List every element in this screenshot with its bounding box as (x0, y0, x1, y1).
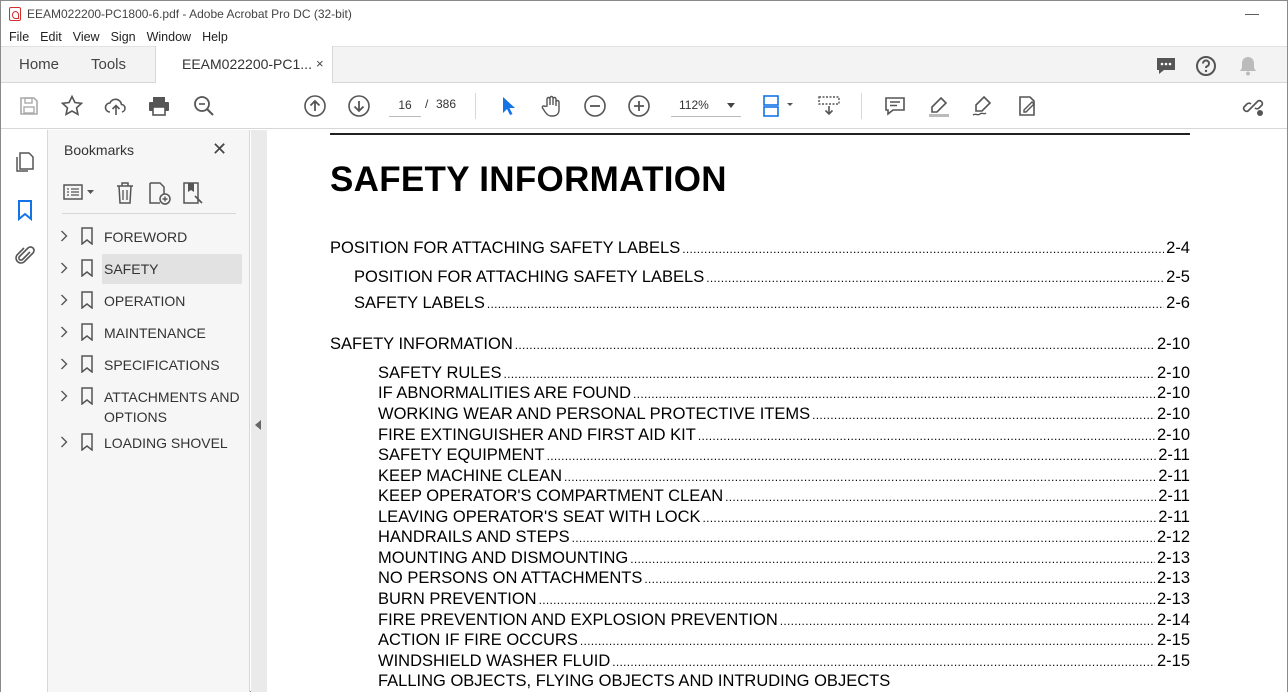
bookmark-icon (80, 355, 94, 373)
bookmark-icon (80, 387, 94, 405)
bookmark-icon (80, 291, 94, 309)
toc-entry-title: FIRE EXTINGUISHER AND FIRST AID KIT (378, 426, 696, 444)
highlight-pen-icon[interactable] (927, 94, 951, 118)
toc-leader (547, 449, 1157, 463)
toc-entry-page: 2-13 (1156, 549, 1190, 567)
tab-document-label: EEAM022200-PC1... (182, 56, 312, 72)
toc-entry-title: LEAVING OPERATOR'S SEAT WITH LOCK (378, 508, 701, 526)
toc-leader (698, 429, 1155, 443)
bookmark-label: LOADING SHOVEL (104, 435, 228, 451)
toc-leader (630, 552, 1155, 566)
bookmark-options-icon[interactable] (62, 180, 88, 206)
save-icon[interactable] (17, 94, 41, 118)
upload-cloud-icon[interactable] (104, 94, 128, 118)
chevron-right-icon[interactable] (60, 358, 68, 370)
share-link-icon[interactable] (1241, 94, 1265, 118)
toc-entry-page: 2-10 (1156, 384, 1190, 402)
toc-entry-title: BURN PREVENTION (378, 590, 537, 608)
notifications-bell-icon[interactable] (1237, 55, 1259, 77)
toc-leader (612, 655, 1155, 669)
bookmark-item-selected[interactable] (58, 254, 244, 286)
toc-entry[interactable] (330, 239, 1190, 258)
toc-entry-title: POSITION FOR ATTACHING SAFETY LABELS (354, 268, 705, 286)
chevron-down-icon (727, 103, 735, 108)
bookmark-item[interactable] (58, 318, 244, 350)
bookmark-icon (80, 323, 94, 341)
toc-leader (706, 271, 1164, 285)
collapse-arrow-icon (255, 420, 261, 430)
chevron-right-icon[interactable] (60, 294, 68, 306)
toc-entry[interactable] (378, 384, 1190, 403)
menu-window[interactable]: Window (146, 30, 192, 44)
toc-entry[interactable] (378, 611, 1190, 630)
toc-entry-page: 2-14 (1156, 611, 1190, 629)
toc-leader (580, 634, 1155, 648)
panel-collapse-handle[interactable] (251, 130, 267, 692)
zoom-level-value: 112% (679, 98, 709, 112)
title-bar (1, 1, 1287, 27)
toolbar-divider (861, 93, 862, 119)
toolbar-divider (475, 93, 476, 119)
bookmark-item[interactable] (58, 350, 244, 382)
toc-entry[interactable] (378, 487, 1190, 506)
bookmark-label: FOREWORD (104, 229, 188, 245)
close-panel-button[interactable]: ✕ (212, 139, 228, 159)
toc-entry-page: 2-11 (1158, 487, 1190, 505)
toc-leader (703, 511, 1157, 525)
toc-entry-title: KEEP MACHINE CLEAN (378, 467, 562, 485)
toc-entry[interactable] (330, 335, 1190, 354)
toc-entry[interactable] (378, 467, 1190, 486)
scroll-mode-icon[interactable] (817, 94, 841, 118)
toc-entry[interactable] (378, 364, 1190, 383)
toc-entry[interactable] (354, 294, 1190, 313)
menu-sign[interactable]: Sign (110, 30, 136, 44)
toc-leader (503, 367, 1154, 381)
toc-entry-page: 2-10 (1156, 426, 1190, 444)
bookmarks-title: Bookmarks (64, 142, 135, 158)
tab-tools[interactable]: Tools (91, 56, 127, 73)
print-icon[interactable] (147, 94, 171, 118)
find-bookmark-icon[interactable] (180, 180, 206, 206)
toc-leader (812, 408, 1155, 422)
toc-entry-page: 2-12 (1156, 528, 1190, 546)
document-heading: SAFETY INFORMATION (330, 160, 727, 199)
toc-entry[interactable] (378, 549, 1190, 568)
toc-leader (564, 470, 1156, 484)
minimize-button[interactable]: — (1245, 5, 1259, 21)
toc-entry[interactable] (378, 590, 1190, 609)
toc-leader (487, 297, 1164, 311)
bookmarks-panel (48, 130, 250, 692)
fill-sign-icon[interactable] (1015, 94, 1039, 118)
toc-entry-title: HANDRAILS AND STEPS (378, 528, 570, 546)
tab-document[interactable] (155, 46, 333, 84)
bookmark-label: ATTACHMENTS AND OPTIONS (104, 389, 240, 425)
window-title: EEAM022200-PC1800-6.pdf - Adobe Acrobat Pro DC (32-bit) (27, 7, 352, 21)
toc-entry-page: 2-15 (1156, 631, 1190, 649)
delete-bookmark-icon[interactable] (112, 180, 138, 206)
search-zoom-icon[interactable] (192, 94, 216, 118)
toc-entry[interactable] (378, 528, 1190, 547)
attachments-paperclip-icon[interactable] (13, 244, 37, 268)
chevron-right-icon[interactable] (60, 326, 68, 338)
new-bookmark-icon[interactable] (146, 180, 172, 206)
toc-entry[interactable] (378, 426, 1190, 445)
tab-bar (1, 46, 1287, 83)
tab-home[interactable]: Home (19, 56, 60, 73)
toc-entry[interactable] (378, 631, 1190, 650)
toc-entry[interactable] (378, 652, 1190, 671)
toc-entry-page: 2-10 (1156, 405, 1190, 423)
menu-view[interactable]: View (72, 30, 100, 44)
toc-entry-title: KEEP OPERATOR'S COMPARTMENT CLEAN (378, 487, 724, 505)
zoom-level-select[interactable] (671, 93, 741, 117)
toc-leader (633, 387, 1155, 401)
toc-entry-page: 2-6 (1166, 294, 1190, 312)
bookmark-label: SPECIFICATIONS (104, 357, 220, 373)
toc-entry[interactable] (354, 268, 1190, 287)
toc-entry-page: 2-13 (1156, 569, 1190, 587)
bookmark-icon (80, 227, 94, 245)
add-comment-icon[interactable] (883, 94, 907, 118)
toc-entry-title: MOUNTING AND DISMOUNTING (378, 549, 629, 567)
close-tab-button[interactable]: × (316, 56, 324, 71)
menu-file[interactable]: File (9, 30, 30, 44)
page-thumbnails-icon[interactable] (13, 150, 37, 174)
toc-entry-page: 2-11 (1158, 508, 1190, 526)
toc-entry-page: 2-5 (1166, 268, 1190, 286)
toc-leader (515, 338, 1155, 352)
acrobat-logo-icon (9, 7, 21, 21)
bookmarks-panel-icon[interactable] (13, 198, 37, 222)
toc-leader (780, 614, 1155, 628)
toc-entry-title: SAFETY RULES (378, 364, 502, 382)
toc-leader (539, 593, 1155, 607)
toc-leader (572, 531, 1155, 545)
toc-entry-page: 2-15 (1156, 652, 1190, 670)
draw-signature-icon[interactable] (971, 94, 995, 118)
bookmark-icon (80, 433, 94, 451)
toc-entry-page: 2-10 (1156, 364, 1190, 382)
toc-leader (682, 242, 1164, 256)
toc-entry-title: FIRE PREVENTION AND EXPLOSION PREVENTION (378, 611, 778, 629)
toc-entry[interactable] (378, 569, 1190, 588)
page-number-input[interactable]: 16 (389, 93, 421, 117)
comment-icon[interactable] (1155, 55, 1177, 77)
bookmark-label: MAINTENANCE (104, 325, 206, 341)
toc-entry-page: 2-11 (1158, 467, 1190, 485)
toc-leader (725, 490, 1156, 504)
menu-help[interactable]: Help (202, 30, 228, 44)
bookmark-label: SAFETY (102, 254, 242, 284)
toc-entry-title: SAFETY EQUIPMENT (378, 446, 545, 464)
select-cursor-icon[interactable] (496, 94, 520, 118)
toc-entry[interactable] (378, 446, 1190, 465)
bookmark-star-icon[interactable] (60, 94, 84, 118)
toc-entry-title: POSITION FOR ATTACHING SAFETY LABELS (330, 239, 681, 257)
toc-leader (644, 572, 1155, 586)
bookmark-item[interactable] (58, 428, 244, 460)
bookmark-list (58, 222, 244, 460)
chevron-right-icon[interactable] (60, 436, 68, 448)
navigation-rail (1, 130, 48, 692)
toc-entry-title: ACTION IF FIRE OCCURS (378, 631, 578, 649)
bookmark-item[interactable] (58, 222, 244, 254)
hand-tool-icon[interactable] (539, 94, 563, 118)
page-display-icon[interactable] (761, 94, 797, 118)
bookmark-item[interactable] (58, 382, 244, 428)
toc-entry-title: NO PERSONS ON ATTACHMENTS (378, 569, 643, 587)
bookmarks-toolbar (62, 180, 236, 214)
toc-entry-title: WINDSHIELD WASHER FLUID (378, 652, 611, 670)
menu-edit[interactable]: Edit (40, 30, 62, 44)
zoom-in-icon[interactable] (627, 94, 651, 118)
document-view[interactable] (267, 130, 1287, 692)
chevron-right-icon[interactable] (60, 262, 68, 274)
toc-entry-page: 2-4 (1166, 239, 1190, 257)
page-separator: / (425, 97, 429, 111)
toc-entry[interactable] (378, 405, 1190, 424)
help-icon[interactable] (1195, 55, 1217, 77)
chevron-right-icon[interactable] (60, 230, 68, 242)
toc-entry-title: SAFETY INFORMATION (330, 335, 513, 353)
main-toolbar (1, 83, 1287, 129)
toc-entry-title: WORKING WEAR AND PERSONAL PROTECTIVE ITEMS (378, 405, 811, 423)
zoom-out-icon[interactable] (583, 94, 607, 118)
toc-entry[interactable] (378, 672, 1190, 691)
next-page-icon[interactable] (347, 94, 371, 118)
toc-entry[interactable] (378, 508, 1190, 527)
toc-entry-title: FALLING OBJECTS, FLYING OBJECTS AND INTRUDING OBJECTS (378, 672, 891, 690)
page-total: 386 (436, 97, 457, 111)
bookmark-item[interactable] (58, 286, 244, 318)
page-top-rule (330, 133, 1190, 135)
toc-entry-page: 2-13 (1156, 590, 1190, 608)
bookmark-label: OPERATION (104, 293, 186, 309)
toc-entry-title: SAFETY LABELS (354, 294, 485, 312)
menu-bar (1, 27, 1287, 47)
bookmark-icon (80, 259, 94, 277)
toc-entry-title: IF ABNORMALITIES ARE FOUND (378, 384, 632, 402)
toc-entry-page: 2-11 (1158, 446, 1190, 464)
chevron-right-icon[interactable] (60, 390, 68, 402)
previous-page-icon[interactable] (303, 94, 327, 118)
toc-entry-page: 2-10 (1156, 335, 1190, 353)
